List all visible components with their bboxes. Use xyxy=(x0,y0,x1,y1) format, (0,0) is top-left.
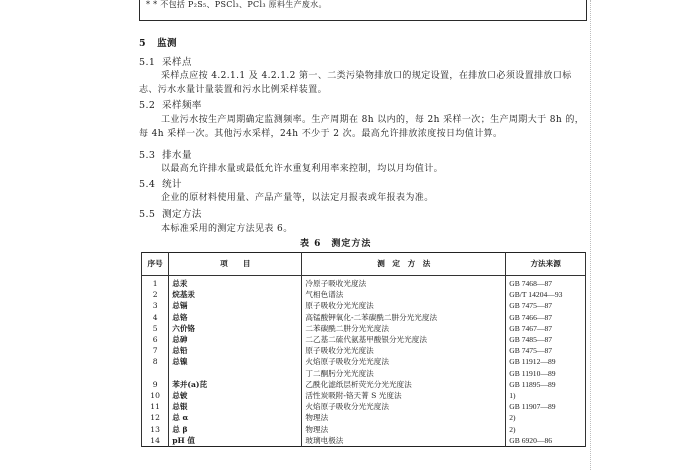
paragraph-line: 工业污水按生产周期确定监测频率。生产周期在 8h 以内的，每 2h 采样一次；生产周期大于 8h 的， xyxy=(161,115,585,125)
cell-item: 总铅 xyxy=(169,345,302,356)
paragraph-line: 以最高允许排水量或最低允许水重复利用率来控制，均以月均值计。 xyxy=(161,164,444,174)
cell-item: 总银 xyxy=(169,401,302,412)
cell-source: GB 7468—87 xyxy=(506,276,586,290)
subsection-number: 5.3 xyxy=(139,150,156,161)
subsection-number: 5.4 xyxy=(139,179,156,190)
table-row xyxy=(142,312,586,323)
cell-method: 丁二酮肟分光光度法 xyxy=(302,368,506,379)
cell-item: 六价铬 xyxy=(169,323,302,334)
table-row xyxy=(142,379,586,390)
subsection-title: 采样点 xyxy=(162,57,192,68)
cell-method: 原子吸收分光光度法 xyxy=(302,300,506,311)
subsection-number: 5.2 xyxy=(139,100,156,111)
cell-source: 1) xyxy=(506,390,586,401)
cell-item: 总 β xyxy=(169,424,302,435)
cell-source: GB 7475—87 xyxy=(506,345,586,356)
cell-no: 3 xyxy=(142,300,169,311)
cell-source: GB 11910—89 xyxy=(506,368,586,379)
cell-method: 乙酰化滤纸层析荧光分光光度法 xyxy=(302,379,506,390)
cell-method: 火焰原子吸收分光光度法 xyxy=(302,401,506,412)
cell-source: 2) xyxy=(506,424,586,435)
cell-method: 物理法 xyxy=(302,412,506,423)
table-row xyxy=(142,323,586,334)
cell-item: 总铍 xyxy=(169,390,302,401)
cell-source: 2) xyxy=(506,412,586,423)
table-row xyxy=(142,334,586,345)
paragraph-line: 采样点应按 4.2.1.1 及 4.2.1.2 第一、二类污染物排放口的规定设置，在排放口必须设置排放口标 xyxy=(161,71,572,81)
subsection-title: 测定方法 xyxy=(162,209,202,220)
cell-no: 14 xyxy=(142,435,169,447)
paragraph-line: 企业的原材料使用量、产品产量等，以法定月报表或年报表为准。 xyxy=(161,193,434,203)
table-caption: 表 6 测定方法 xyxy=(300,239,372,249)
paragraph-line: 本标准采用的测定方法见表 6。 xyxy=(161,224,293,234)
cell-item: 总砷 xyxy=(169,334,302,345)
cell-item: pH 值 xyxy=(169,435,302,447)
cell-no: 11 xyxy=(142,401,169,412)
table-row xyxy=(142,435,586,447)
cell-item: 总镍 xyxy=(169,356,302,367)
cell-source: GB 11907—89 xyxy=(506,401,586,412)
cell-source: GB 7467—87 xyxy=(506,323,586,334)
subsection-title: 排水量 xyxy=(162,150,192,161)
table-row xyxy=(142,368,586,379)
table-row xyxy=(142,345,586,356)
cell-no: 5 xyxy=(142,323,169,334)
previous-table-footnote-box xyxy=(139,0,587,21)
cell-item: 烷基汞 xyxy=(169,289,302,300)
cell-no: 4 xyxy=(142,312,169,323)
cell-source: GB 11912—89 xyxy=(506,356,586,367)
cell-method: 高锰酸钾氧化-二苯碳酰二肼分光光度法 xyxy=(302,312,506,323)
subsection-title: 统计 xyxy=(162,179,182,190)
table-row xyxy=(142,300,586,311)
section-title: 监测 xyxy=(157,38,177,49)
cell-source: GB 7475—87 xyxy=(506,300,586,311)
cell-no: 9 xyxy=(142,379,169,390)
section-number: 5 xyxy=(139,38,147,49)
cell-no: 10 xyxy=(142,390,169,401)
paragraph-line: 志、污水水量计量装置和污水比例采样装置。 xyxy=(139,85,328,95)
table-row xyxy=(142,276,586,290)
cell-item: 总镉 xyxy=(169,300,302,311)
footnote-text: * * 不包括 P₂S₅、PSCl₃、PCl₃ 原料生产废水。 xyxy=(146,0,327,9)
subsection-heading-5-1 xyxy=(139,54,192,68)
cell-method: 物理法 xyxy=(302,424,506,435)
cell-source: GB 6920—86 xyxy=(506,435,586,447)
subsection-heading-5-4 xyxy=(139,176,182,190)
subsection-heading-5-2 xyxy=(139,97,202,111)
cell-no: 6 xyxy=(142,334,169,345)
cell-method: 冷原子吸收光度法 xyxy=(302,276,506,290)
cell-item: 总汞 xyxy=(169,276,302,290)
section-heading xyxy=(139,35,177,49)
cell-method: 玻璃电极法 xyxy=(302,435,506,447)
subsection-heading-5-3 xyxy=(139,147,192,161)
page-edge-dots xyxy=(590,0,592,470)
cell-item: 总 α xyxy=(169,412,302,423)
cell-method: 二乙基二硫代氨基甲酸银分光光度法 xyxy=(302,334,506,345)
cell-item: 苯并(a)芘 xyxy=(169,379,302,390)
table-header-row xyxy=(142,253,586,276)
table-row xyxy=(142,289,586,300)
cell-no: 12 xyxy=(142,412,169,423)
table-row xyxy=(142,356,586,367)
table-row xyxy=(142,401,586,412)
subsection-heading-5-5 xyxy=(139,206,202,220)
cell-no xyxy=(142,368,169,379)
cell-no: 8 xyxy=(142,356,169,367)
cell-method: 二苯碳酰二肼分光光度法 xyxy=(302,323,506,334)
measurement-methods-table xyxy=(141,252,586,447)
cell-no: 13 xyxy=(142,424,169,435)
cell-no: 7 xyxy=(142,345,169,356)
table-row xyxy=(142,424,586,435)
subsection-number: 5.1 xyxy=(139,57,156,68)
cell-item xyxy=(169,368,302,379)
cell-method: 活性炭吸附-铬天菁 S 光度法 xyxy=(302,390,506,401)
cell-source: GB 7485—87 xyxy=(506,334,586,345)
cell-method: 原子吸收分光光度法 xyxy=(302,345,506,356)
header-no: 序号 xyxy=(142,253,169,276)
cell-no: 2 xyxy=(142,289,169,300)
cell-source: GB/T 14204—93 xyxy=(506,289,586,300)
cell-item: 总铬 xyxy=(169,312,302,323)
header-method: 测 定 方 法 xyxy=(302,253,506,276)
header-item: 项 目 xyxy=(169,253,302,276)
cell-method: 气相色谱法 xyxy=(302,289,506,300)
subsection-number: 5.5 xyxy=(139,209,156,220)
cell-source: GB 11895—89 xyxy=(506,379,586,390)
paragraph-line: 每 4h 采样一次。其他污水采样，24h 不少于 2 次。最高允许排放浓度按日均值计算。 xyxy=(139,129,503,139)
cell-source: GB 7466—87 xyxy=(506,312,586,323)
header-source: 方法来源 xyxy=(506,253,586,276)
subsection-title: 采样频率 xyxy=(162,100,202,111)
table-row xyxy=(142,412,586,423)
cell-method: 火焰原子吸收分光光度法 xyxy=(302,356,506,367)
cell-no: 1 xyxy=(142,276,169,290)
table-row xyxy=(142,390,586,401)
